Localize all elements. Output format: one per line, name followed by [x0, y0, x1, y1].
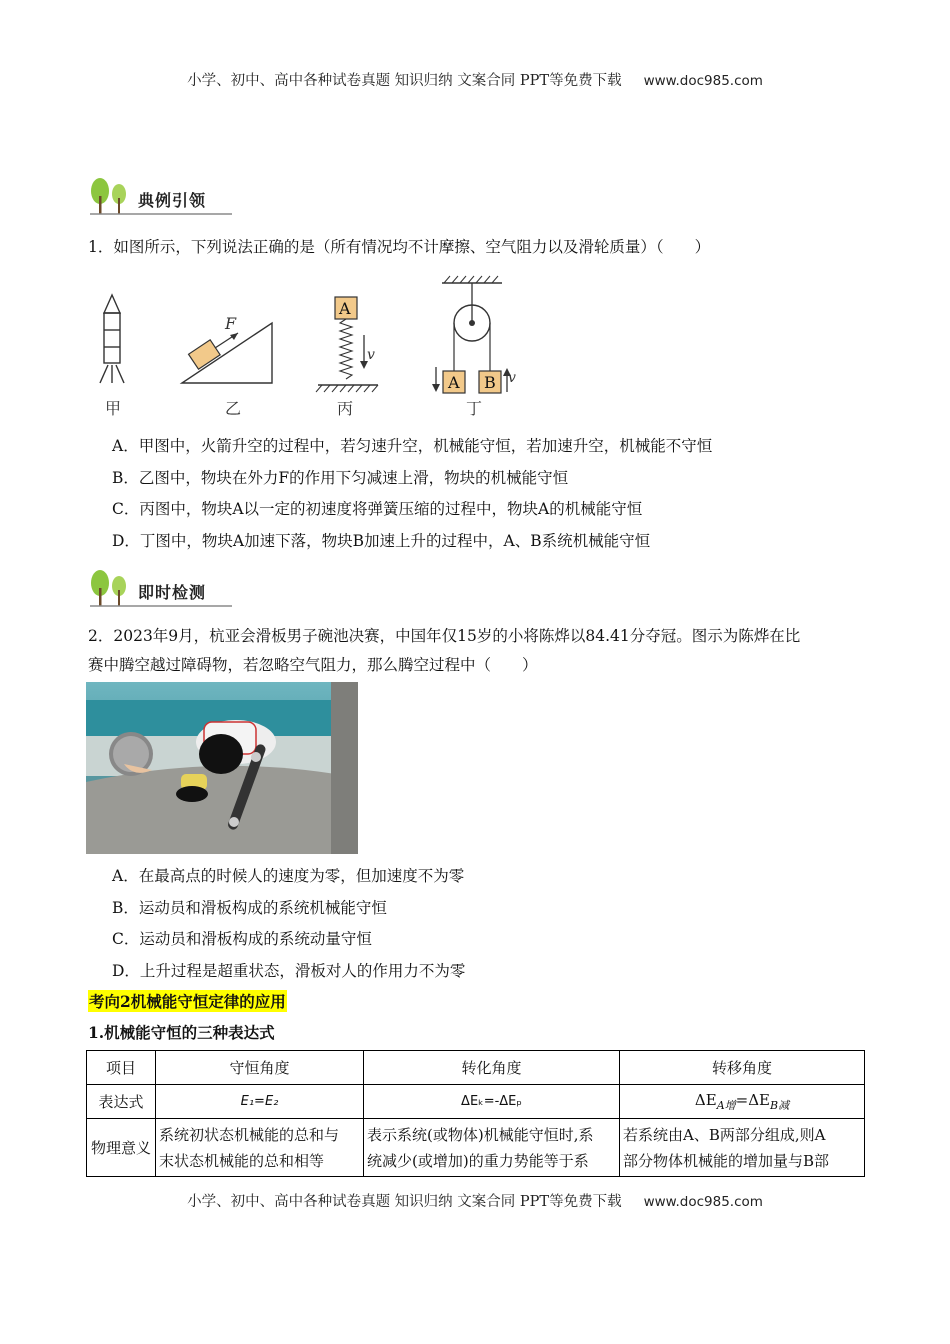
expr-transfer-mid: =ΔE: [735, 1090, 770, 1109]
expr-conservation: E₁=E₂: [156, 1085, 364, 1119]
figure-label-ding: 丁: [466, 399, 483, 418]
skateboarder-image: [86, 682, 358, 854]
rocket-figure: [100, 295, 124, 383]
meaning-transformation: [364, 1119, 620, 1177]
expr-transfer-sub-b: B减: [770, 1098, 790, 1112]
page-header: [0, 69, 950, 90]
row-label: 物理意义: [87, 1119, 156, 1177]
meaning-line: 部分物体机械能的增加量与B部: [623, 1151, 830, 1170]
velocity-label-pulley: v: [508, 370, 516, 386]
footer-text: 小学、初中、高中各种试卷真题 知识归纳 文案合同 PPT等免费下载: [187, 1194, 622, 1210]
page-footer: [0, 1190, 950, 1211]
subheading: 1.机械能守恒的三种表达式: [88, 1023, 275, 1042]
meaning-line: 系统初状态机械能的总和与: [159, 1125, 340, 1144]
conservation-table: [86, 1050, 865, 1177]
meaning-line: 统减少(或增加)的重力势能等于系: [367, 1151, 589, 1170]
skateboarder-photo: [86, 682, 358, 854]
expr-transfer-sub-a: A增: [716, 1098, 736, 1112]
q2-option-d: D．上升过程是超重状态，滑板对人的作用力不为零: [112, 962, 466, 980]
meaning-line: 表示系统(或物体)机械能守恒时,系: [367, 1125, 594, 1144]
force-label: F: [225, 314, 237, 333]
table-header-cell: 项目: [87, 1051, 156, 1085]
meaning-line: 末状态机械能的总和相等: [159, 1151, 325, 1170]
figure-label-bing: 丙: [337, 399, 354, 418]
table-row: [87, 1119, 865, 1177]
q1-figures: [90, 275, 530, 400]
figure-label-jia: 甲: [105, 399, 122, 418]
header-text: 小学、初中、高中各种试卷真题 知识归纳 文案合同 PPT等免费下载: [187, 73, 622, 89]
expr-transfer-delta-e: ΔE: [694, 1090, 717, 1109]
expr-transfer: [620, 1085, 865, 1119]
q2-stem-line1: 2．2023年9月，杭亚会滑板男子碗池决赛，中国年仅15岁的小将陈烨以84.41分夺冠。图示为陈烨在比: [88, 627, 801, 645]
row-label: 表达式: [87, 1085, 156, 1119]
q2-option-a: A．在最高点的时候人的速度为零，但加速度不为零: [112, 867, 465, 885]
pulley-block-b-label: B: [484, 373, 496, 392]
q1-stem: 1．如图所示，下列说法正确的是（所有情况均不计摩擦、空气阻力以及滑轮质量）（ ）: [88, 238, 711, 256]
expr-transformation: ΔEₖ=-ΔEₚ: [364, 1085, 620, 1119]
badge-label: 典例引领: [138, 191, 207, 210]
footer-site: www.doc985.com: [643, 1194, 763, 1210]
q2-stem: [88, 622, 878, 680]
q1-option-a: A．甲图中，火箭升空的过程中，若匀速升空，机械能守恒，若加速升空，机械能不守恒: [112, 437, 713, 455]
q1-option-b: B．乙图中，物块在外力F的作用下匀减速上滑，物块的机械能守恒: [112, 469, 569, 487]
pulley-block-a-label: A: [448, 373, 460, 392]
table-header-cell: 转化角度: [364, 1051, 620, 1085]
velocity-label-spring: v: [367, 347, 375, 363]
section-highlight-heading: 考向2机械能守恒定律的应用: [89, 992, 286, 1011]
table-row: [87, 1085, 865, 1119]
q2-option-b: B．运动员和滑板构成的系统机械能守恒: [112, 899, 387, 917]
section-badge-examples: [88, 176, 234, 216]
figure-label-yi: 乙: [225, 399, 242, 418]
q1-option-c: C．丙图中，物块A以一定的初速度将弹簧压缩的过程中，物块A的机械能守恒: [112, 500, 643, 518]
badge-label: 即时检测: [138, 583, 207, 602]
q1-option-d: D．丁图中，物块A加速下落，物块B加速上升的过程中，A、B系统机械能守恒: [112, 532, 651, 550]
block-a-label: A: [339, 299, 351, 318]
q2-stem-line2: 赛中腾空越过障碍物，若忽略空气阻力，那么腾空过程中（ ）: [88, 656, 538, 674]
table-header-cell: 转移角度: [620, 1051, 865, 1085]
pulley-figure: [432, 276, 511, 393]
q2-option-c: C．运动员和滑板构成的系统动量守恒: [112, 930, 372, 948]
table-header-row: [87, 1051, 865, 1085]
meaning-conservation: [156, 1119, 364, 1177]
meaning-transfer: [620, 1119, 865, 1177]
header-site: www.doc985.com: [643, 73, 763, 89]
table-header-cell: 守恒角度: [156, 1051, 364, 1085]
section-badge-check: [88, 568, 234, 608]
meaning-line: 若系统由A、B两部分组成,则A: [623, 1125, 826, 1144]
